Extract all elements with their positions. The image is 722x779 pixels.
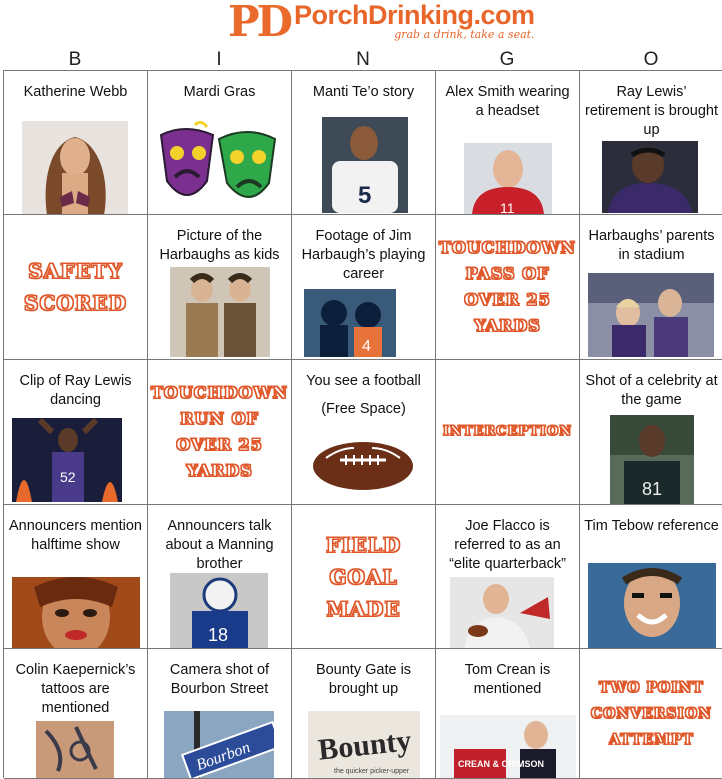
svg-text:5: 5 <box>358 182 372 209</box>
cell-label: Joe Flacco is referred to as an “elite quarterback” <box>449 518 566 572</box>
letter-i: I <box>216 49 222 70</box>
logo-mark: PD <box>228 0 291 46</box>
cell-label: Announcers mention halftime show <box>9 518 142 553</box>
cell-label: Ray Lewis’ retirement is brought up <box>585 84 718 138</box>
manning-photo <box>170 573 268 649</box>
bourbon-street-sign <box>164 711 274 779</box>
bingo-cell[interactable] <box>292 649 436 779</box>
letter-n: N <box>356 49 370 70</box>
svg-text:11: 11 <box>500 200 515 215</box>
katherine-webb-photo <box>22 121 128 215</box>
bingo-header <box>3 48 722 72</box>
bingo-cell[interactable] <box>4 649 148 779</box>
cell-label: Tim Tebow reference <box>584 518 719 534</box>
cell-label: Camera shot of Bourbon Street <box>169 662 270 697</box>
alex-smith-photo <box>464 143 552 215</box>
bingo-cell[interactable] <box>436 215 580 360</box>
free-space-label: (Free Space) <box>321 401 406 417</box>
cell-label: Harbaughs’ parents in stadium <box>588 228 715 263</box>
ray-lewis-photo <box>602 141 698 213</box>
svg-text:Bourbon: Bourbon <box>194 738 253 775</box>
cell-label: Clip of Ray Lewis dancing <box>19 373 132 408</box>
letter-g: G <box>499 49 515 70</box>
cell-label: You see a football <box>306 373 421 389</box>
cell-label: Alex Smith wearing a headset <box>445 84 570 119</box>
cell-big-label: TOUCHDOWN PASS OF OVER 25 YARDS <box>438 238 577 335</box>
cell-big-label: INTERCEPTION <box>442 424 573 439</box>
ray-lewis-dancing-photo <box>12 418 122 502</box>
cell-big-label: FIELD GOAL MADE <box>325 532 402 621</box>
bingo-cell[interactable] <box>292 71 436 215</box>
bingo-cell-free-space[interactable] <box>292 360 436 505</box>
bingo-cell[interactable] <box>148 505 292 649</box>
svg-text:52: 52 <box>60 469 76 485</box>
beyonce-photo <box>12 577 140 649</box>
bingo-cell[interactable] <box>580 649 722 779</box>
manti-teo-photo <box>322 117 408 213</box>
bingo-cell[interactable] <box>292 215 436 360</box>
bingo-cell[interactable] <box>436 649 580 779</box>
mardi-gras-masks <box>155 121 281 213</box>
tom-crean-photo <box>440 715 576 779</box>
bingo-cell[interactable] <box>436 71 580 215</box>
cell-label: Footage of Jim Harbaugh’s playing career <box>301 228 426 282</box>
tim-tebow-photo <box>588 563 716 649</box>
bingo-cell[interactable] <box>4 360 148 505</box>
letter-b: B <box>68 49 82 70</box>
cell-label: Tom Crean is mentioned <box>464 662 551 697</box>
cell-label: Picture of the Harbaughs as kids <box>159 228 280 263</box>
bounty-logo <box>308 711 420 779</box>
cell-big-label: TOUCHDOWN RUN OF OVER 25 YARDS <box>150 383 289 480</box>
svg-text:the quicker picker-upper: the quicker picker-upper <box>334 768 410 775</box>
svg-text:81: 81 <box>642 479 663 499</box>
bingo-cell[interactable] <box>148 71 292 215</box>
bingo-cell[interactable] <box>436 505 580 649</box>
letter-o: O <box>643 49 659 70</box>
cell-label: Katherine Webb <box>23 84 128 100</box>
harbaugh-parents-photo <box>588 273 714 357</box>
bingo-cell[interactable] <box>292 505 436 649</box>
svg-text:18: 18 <box>208 625 229 645</box>
bingo-cell[interactable] <box>4 215 148 360</box>
cell-label: Colin Kaepernick’s tattoos are mentioned <box>15 662 136 716</box>
bingo-cell[interactable] <box>580 215 722 360</box>
bingo-cell[interactable] <box>148 649 292 779</box>
jim-harbaugh-photo <box>304 289 396 357</box>
cell-big-label: SAFETY SCORED <box>24 259 127 315</box>
cell-label: Mardi Gras <box>183 84 256 100</box>
cell-label: Bounty Gate is brought up <box>315 662 412 697</box>
bingo-cell[interactable] <box>148 215 292 360</box>
cell-label: Manti Te’o story <box>312 84 415 100</box>
tattoo-photo <box>36 721 114 779</box>
football-icon <box>310 440 416 492</box>
logo-tagline: grab a drink, take a seat. <box>394 28 535 41</box>
cell-big-label: TWO POINT CONVERSION ATTEMPT <box>591 679 712 748</box>
celebrity-photo <box>610 415 694 505</box>
cell-label: Shot of a celebrity at the game <box>585 373 718 408</box>
bingo-cell[interactable] <box>4 71 148 215</box>
logo-name: PorchDrinking.com <box>294 0 535 30</box>
bingo-board <box>3 70 722 778</box>
bingo-cell[interactable] <box>436 360 580 505</box>
svg-text:CREAN & CRIMSON: CREAN & CRIMSON <box>458 759 545 769</box>
harbaugh-kids-photo <box>170 267 270 357</box>
bingo-cell[interactable] <box>580 505 722 649</box>
bingo-cell[interactable] <box>580 71 722 215</box>
bingo-cell[interactable] <box>148 360 292 505</box>
porchdrinking-logo[interactable] <box>228 0 535 46</box>
svg-text:4: 4 <box>362 338 371 355</box>
svg-text:Bounty: Bounty <box>316 724 413 767</box>
cell-label: Announcers talk about a Manning brother <box>165 518 274 572</box>
bingo-cell[interactable] <box>580 360 722 505</box>
bingo-cell[interactable] <box>4 505 148 649</box>
joe-flacco-photo <box>450 577 554 649</box>
